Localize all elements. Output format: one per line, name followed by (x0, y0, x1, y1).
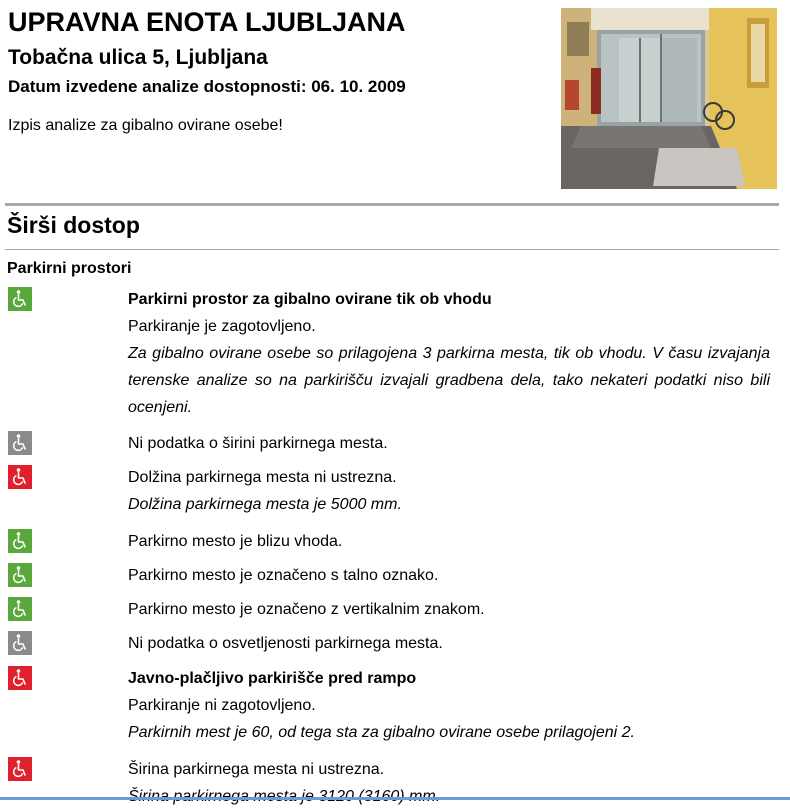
list-item (128, 528, 770, 555)
item-text: Parkirno mesto je označeno z vertikalnim znakom. (128, 601, 485, 618)
wheelchair-icon (8, 287, 32, 311)
list-item (128, 464, 770, 518)
item-detail: Za gibalno ovirane osebe so prilagojena 3 parkirna mesta, tik ob vhodu. V času izvajanja terenske analize so na parkirišču izvajali gradbena dela, tako nekateri podatki niso bili ocenjeni. (128, 345, 770, 416)
wheelchair-icon (8, 597, 32, 621)
wheelchair-icon (8, 631, 32, 655)
address: Tobačna ulica 5, Ljubljana (8, 46, 268, 69)
item-heading: Parkirni prostor za gibalno ovirane tik ob vhodu (128, 291, 492, 308)
item-detail: Parkirnih mest je 60, od tega sta za gibalno ovirane osebe prilagojeni 2. (128, 724, 635, 741)
list-item (128, 596, 770, 623)
analysis-date: Datum izvedene analize dostopnosti: 06. 10. 2009 (8, 77, 406, 96)
list-item (128, 430, 770, 457)
item-text: Parkiranje je zagotovljeno. (128, 318, 316, 335)
print-note: Izpis analize za gibalno ovirane osebe! (8, 117, 283, 134)
list-item (128, 756, 770, 810)
list-item (128, 286, 770, 421)
item-text: Dolžina parkirnega mesta ni ustrezna. (128, 469, 397, 486)
item-text: Parkiranje ni zagotovljeno. (128, 697, 316, 714)
item-text: Ni podatka o širini parkirnega mesta. (128, 435, 388, 452)
wheelchair-icon (8, 757, 32, 781)
item-text: Ni podatka o osvetljenosti parkirnega mesta. (128, 635, 443, 652)
page-title: UPRAVNA ENOTA LJUBLJANA (8, 7, 406, 37)
entrance-photo (561, 8, 777, 189)
list-item (128, 630, 770, 657)
section-title: Širši dostop (7, 212, 140, 238)
item-detail: Dolžina parkirnega mesta je 5000 mm. (128, 496, 402, 513)
wheelchair-icon (8, 465, 32, 489)
item-text: Širina parkirnega mesta ni ustrezna. (128, 761, 385, 778)
item-text: Parkirno mesto je blizu vhoda. (128, 533, 343, 550)
item-text: Parkirno mesto je označeno s talno oznako. (128, 567, 439, 584)
section-divider (5, 249, 779, 250)
item-heading: Javno-plačljivo parkirišče pred rampo (128, 670, 417, 687)
section-divider-top (5, 203, 779, 206)
wheelchair-icon (8, 563, 32, 587)
list-item (128, 665, 770, 746)
wheelchair-icon (8, 431, 32, 455)
wheelchair-icon (8, 529, 32, 553)
wheelchair-icon (8, 666, 32, 690)
list-item (128, 562, 770, 589)
subsection-title: Parkirni prostori (7, 260, 132, 277)
